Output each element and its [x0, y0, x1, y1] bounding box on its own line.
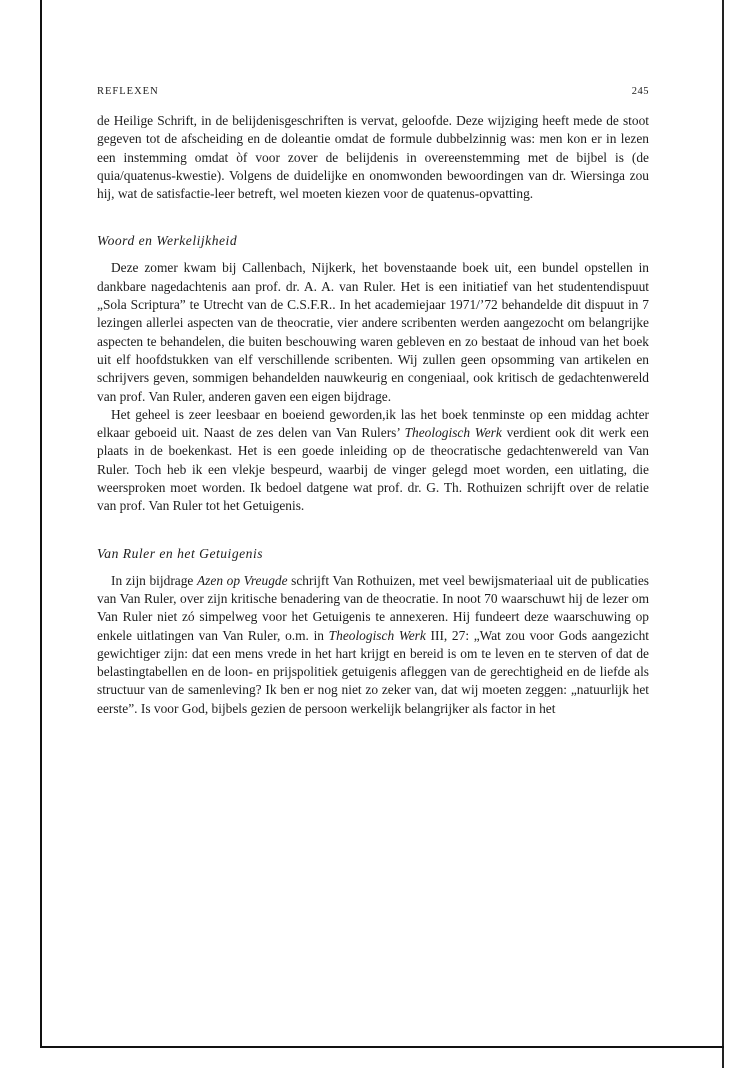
- section-heading-woord-en-werkelijkheid: Woord en Werkelijkheid: [97, 233, 238, 249]
- paragraph: [97, 406, 649, 516]
- running-title: REFLEXEN: [97, 86, 159, 97]
- section-heading-van-ruler-en-het-getuigenis: Van Ruler en het Getuigenis: [97, 545, 264, 561]
- continuation-paragraph: de Heilige Schrift, in de belijdenisgeschriften is vervat, geloofde. Deze wijziging heeft mede de stoot gegeven tot de afscheiding en de doleantie omdat de formule dubbelzinnig was: men kon er in lezen een instemming omdat òf voor zover de belijdenis in overeenstemming met de bijbel is (de quia/quatenus-kwestie). Volgens de duidelijke en onomwonden bewoordingen van dr. Wiersinga zou hij, wat de satisfactie-leer betreft, wel moeten kiezen voor de quatenus-opvatting.: [97, 113, 649, 202]
- scan-edge-left: [40, 0, 42, 1048]
- italic-title: Azen op Vreugde: [196, 572, 288, 588]
- text-run: verdient ook dit werk een plaats in de boekenkast. Het is een goede inleiding op de theocratische gedachtenwereld van Van Ruler. Toch heb ik een vlekje bespeurd, waarbij de vinger gelegd moet worden, een uitlating, die weersproken moet worden. Ik bedoel datgene wat prof. dr. G. Th. Rothuizen schrijft over de relatie van prof. Van Ruler tot het Getuigenis.: [97, 425, 649, 514]
- running-header: [97, 86, 649, 104]
- text-run: Het geheel is zeer leesbaar en boeiend geworden,ik las het boek tenminste op een middag achter elkaar geboeid uit. Naast de zes delen van Van Rulers’: [97, 406, 649, 441]
- text-run: III, 27: „Wat zou voor Gods aangezicht gewichtiger zijn: dat een mens vrede in het hart krijgt en bereid is om te leven en te sterven of dat de belastingtabellen en de loon- en prijspolitiek getuigenis afleggen van de gerechtigheid en de liefde als structuur van de samenleving? Ik ben er nog niet zo zeker van, dat wij moeten zeggen: „natuurlijk het eerste”. Is voor God, bijbels gezien de persoon werkelijk belangrijker als factor in het: [97, 627, 650, 716]
- text-run: schrijft Van Rothuizen, met veel bewijsmateriaal uit de publicaties van Van Ruler, over zijn kritische benadering van de theocratie. In noot 70 waarschuwt hij de lezer om Van Ruler niet zó simpelweg voor het Getuigenis te annexeren. Hij fundeert deze waarschuwing op enkele uitlatingen van Van Ruler, o.m. in: [97, 572, 649, 643]
- text-run: In zijn bijdrage: [111, 572, 197, 588]
- italic-title: Theologisch Werk: [328, 627, 426, 643]
- page-number: 245: [631, 86, 649, 97]
- paragraph: Deze zomer kwam bij Callenbach, Nijkerk, het bovenstaande boek uit, een bundel opstellen in dankbare nagedachtenis aan prof. dr. A. A. van Ruler. Het is een initiatief van het studentendispuut „Sola Scriptura” te Utrecht van de C.S.F.R.. In het academiejaar 1971/’72 behandelde dit dispuut in 7 lezingen allerlei aspecten van de theocratie, vier andere scribenten werden aangezocht om belangrijke aspecten te behandelen, die buiten beschouwing waren gebleven en zo bestaat de inhoud van het boek uit elf hoofdstukken van elf verschillende scribenten. Wij zullen geen opsomming van artikelen en schrijvers geven, sommigen behandelden nauwkeurig en congeniaal, ook kritisch de gedachtenwereld van prof. Van Ruler, anderen gaven een eigen bijdrage.: [97, 260, 649, 404]
- italic-title: Theologisch Werk: [404, 425, 502, 441]
- page-body: [97, 86, 649, 718]
- scan-edge-right: [722, 0, 724, 1068]
- scan-edge-bottom: [40, 1046, 724, 1048]
- paragraph: [97, 572, 649, 718]
